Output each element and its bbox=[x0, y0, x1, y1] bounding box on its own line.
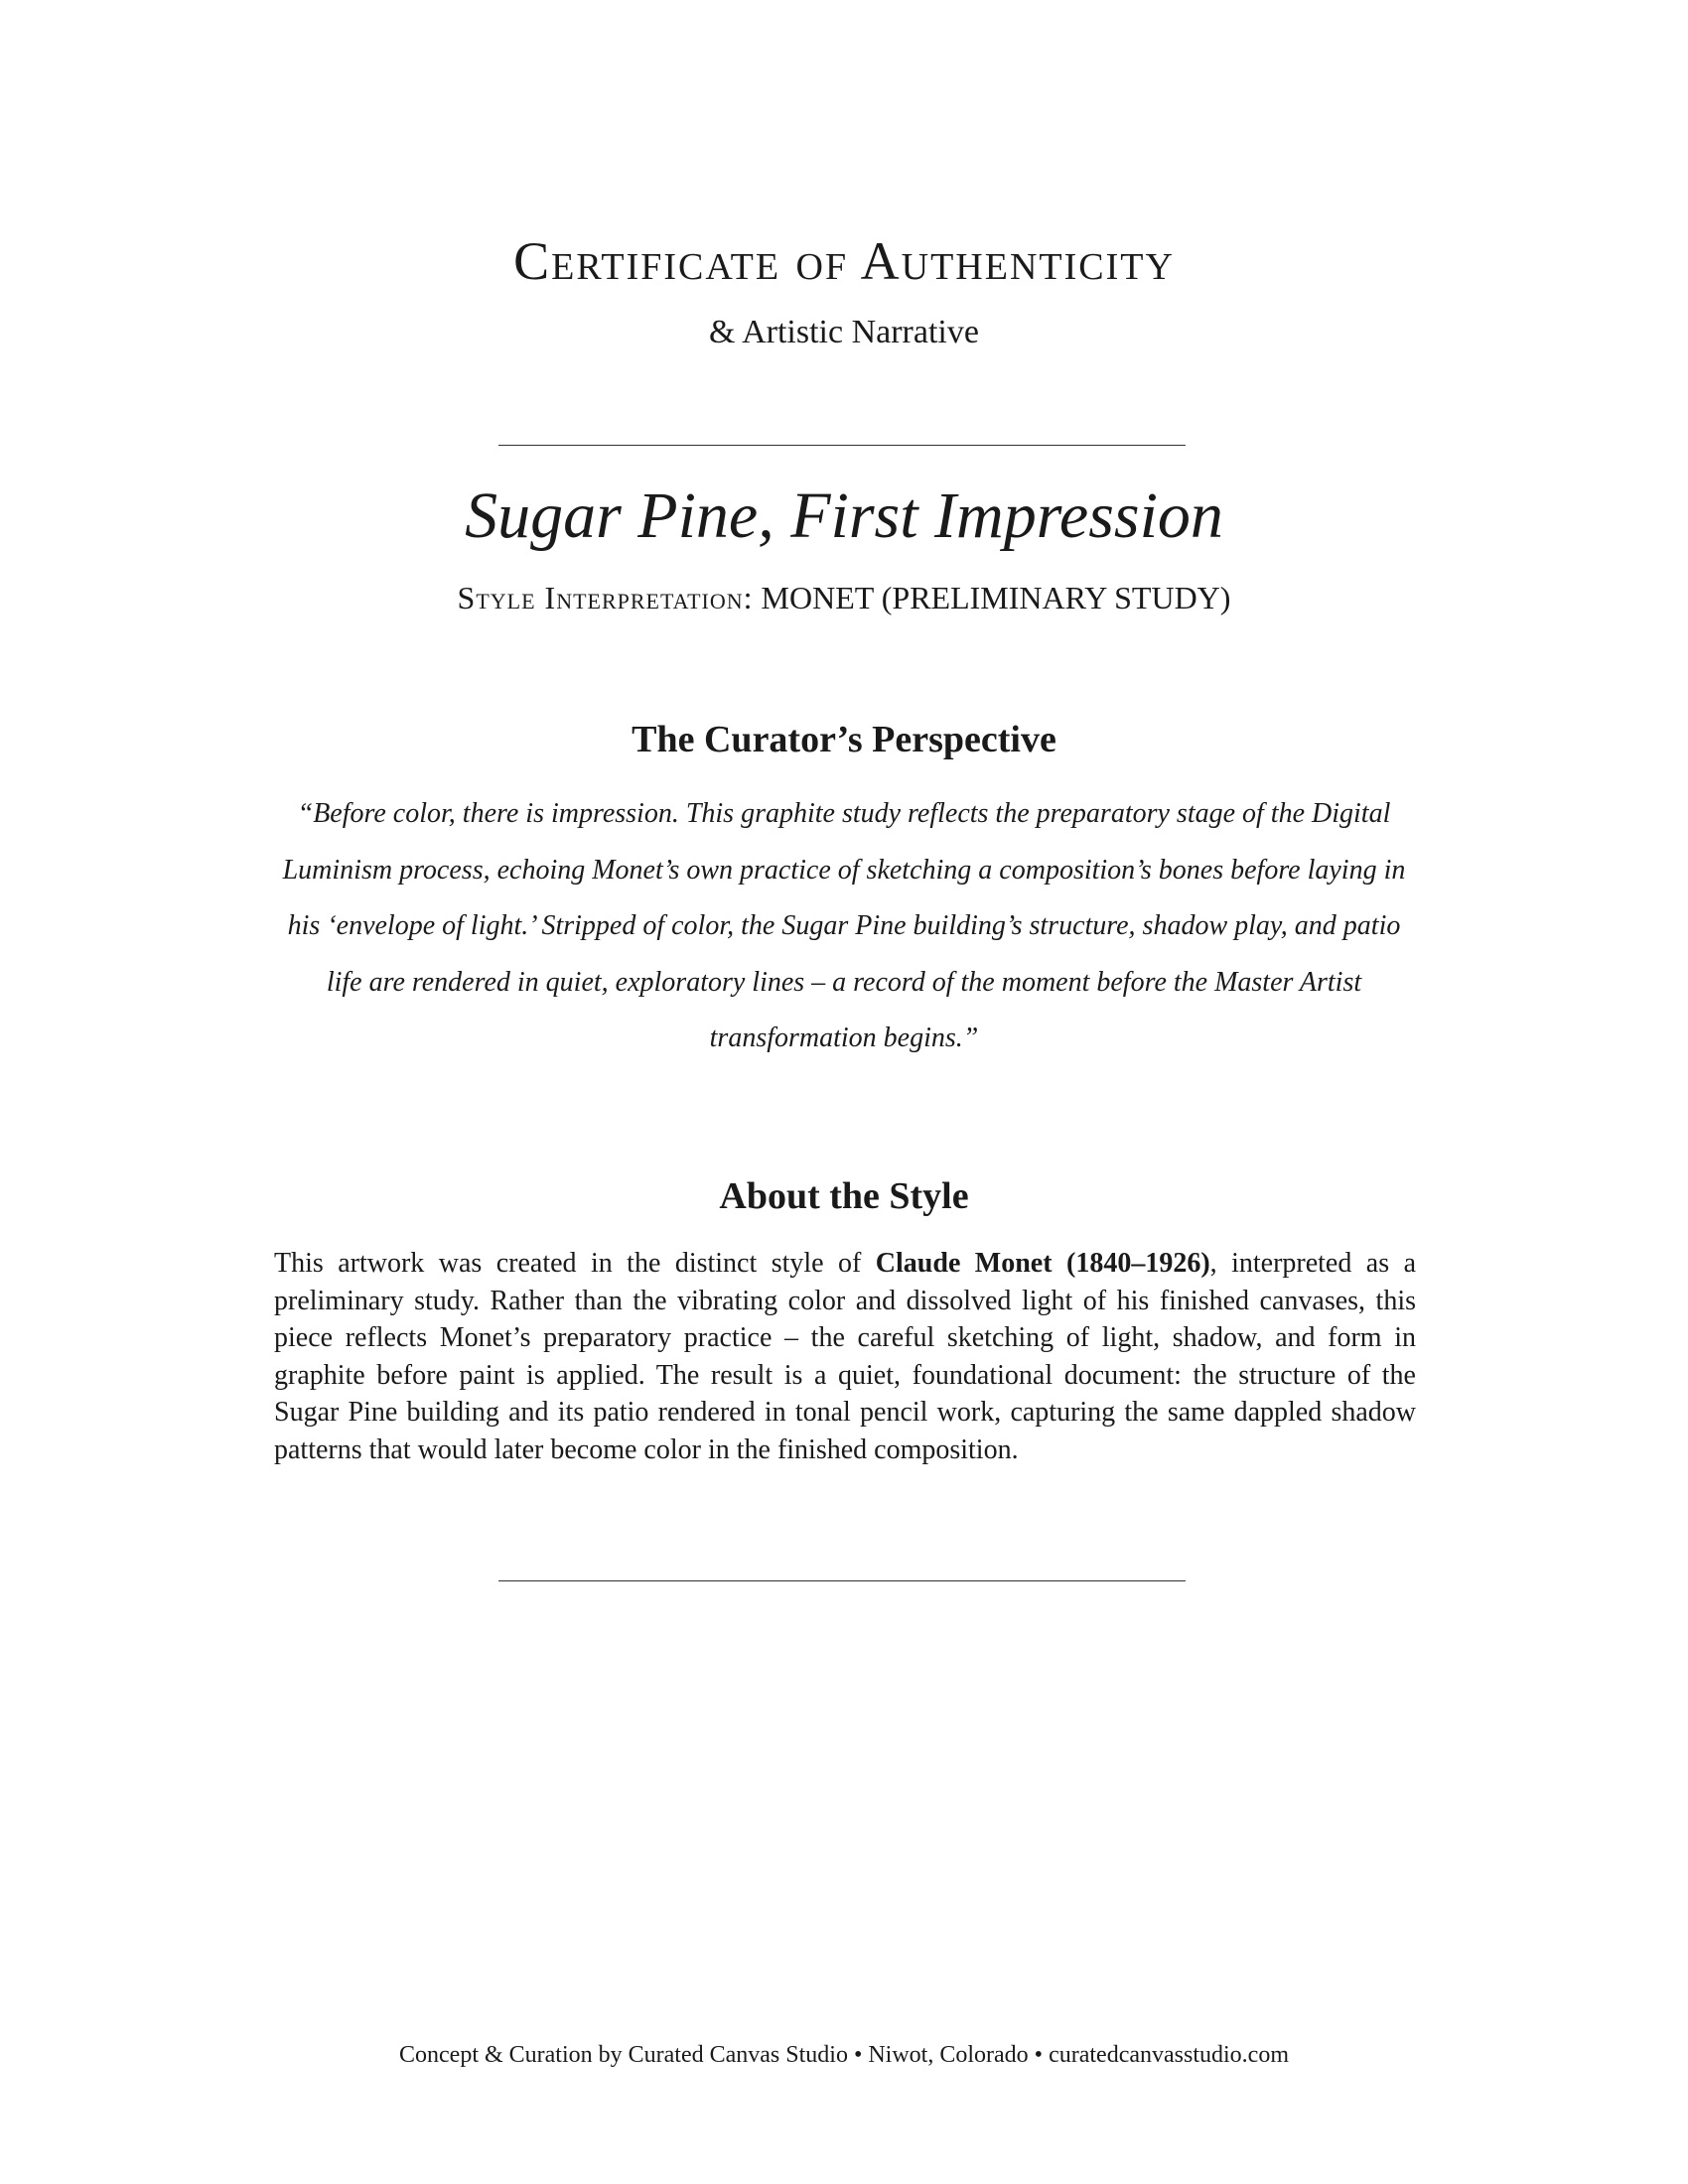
certificate-subtitle: & Artistic Narrative bbox=[709, 314, 979, 350]
style-interpretation-value: MONET (PRELIMINARY STUDY) bbox=[761, 580, 1231, 615]
style-interpretation-label: Style Interpretation: bbox=[457, 580, 754, 615]
certificate-title: Certificate of Authenticity bbox=[513, 231, 1175, 291]
about-text-body: , interpreted as a preliminary study. Rather than the vibrating color and dissolved light of his finished canvases, this piece reflects Monet’s preparatory practice – the careful sketching of light, shadow, and form in graphite before paint is applied. The result is a quiet, foundational document: the structure of the Sugar Pine building and its patio rendered in tonal pencil work, capturing the same dappled shadow patterns that would later become color in the finished composition. bbox=[274, 1248, 1416, 1465]
bottom-divider bbox=[498, 1580, 1186, 1581]
footer-credit: Concept & Curation by Curated Canvas Studio • Niwot, Colorado • curatedcanvasstudio.com bbox=[399, 2042, 1289, 2068]
curator-heading: The Curator’s Perspective bbox=[632, 719, 1056, 760]
style-interpretation bbox=[0, 582, 1688, 614]
top-divider bbox=[498, 445, 1186, 446]
artwork-title: Sugar Pine, First Impression bbox=[465, 479, 1223, 552]
about-style-paragraph bbox=[274, 1245, 1416, 1468]
about-style-heading: About the Style bbox=[719, 1175, 969, 1217]
about-text-intro: This artwork was created in the distinct style of bbox=[274, 1248, 876, 1279]
artist-name: Claude Monet (1840–1926) bbox=[875, 1248, 1210, 1279]
curator-quote: “Before color, there is impression. This graphite study reflects the preparatory stage of the Digital Luminism process, echoing Monet’s own practice of sketching a composition’s bones before laying in his ‘envelope of light.’ Stripped of color, the Sugar Pine building’s structure, shadow play, and patio life are rendered in quiet, exploratory lines – a record of the moment before the Master Artist transformation begins.” bbox=[282, 798, 1406, 1053]
